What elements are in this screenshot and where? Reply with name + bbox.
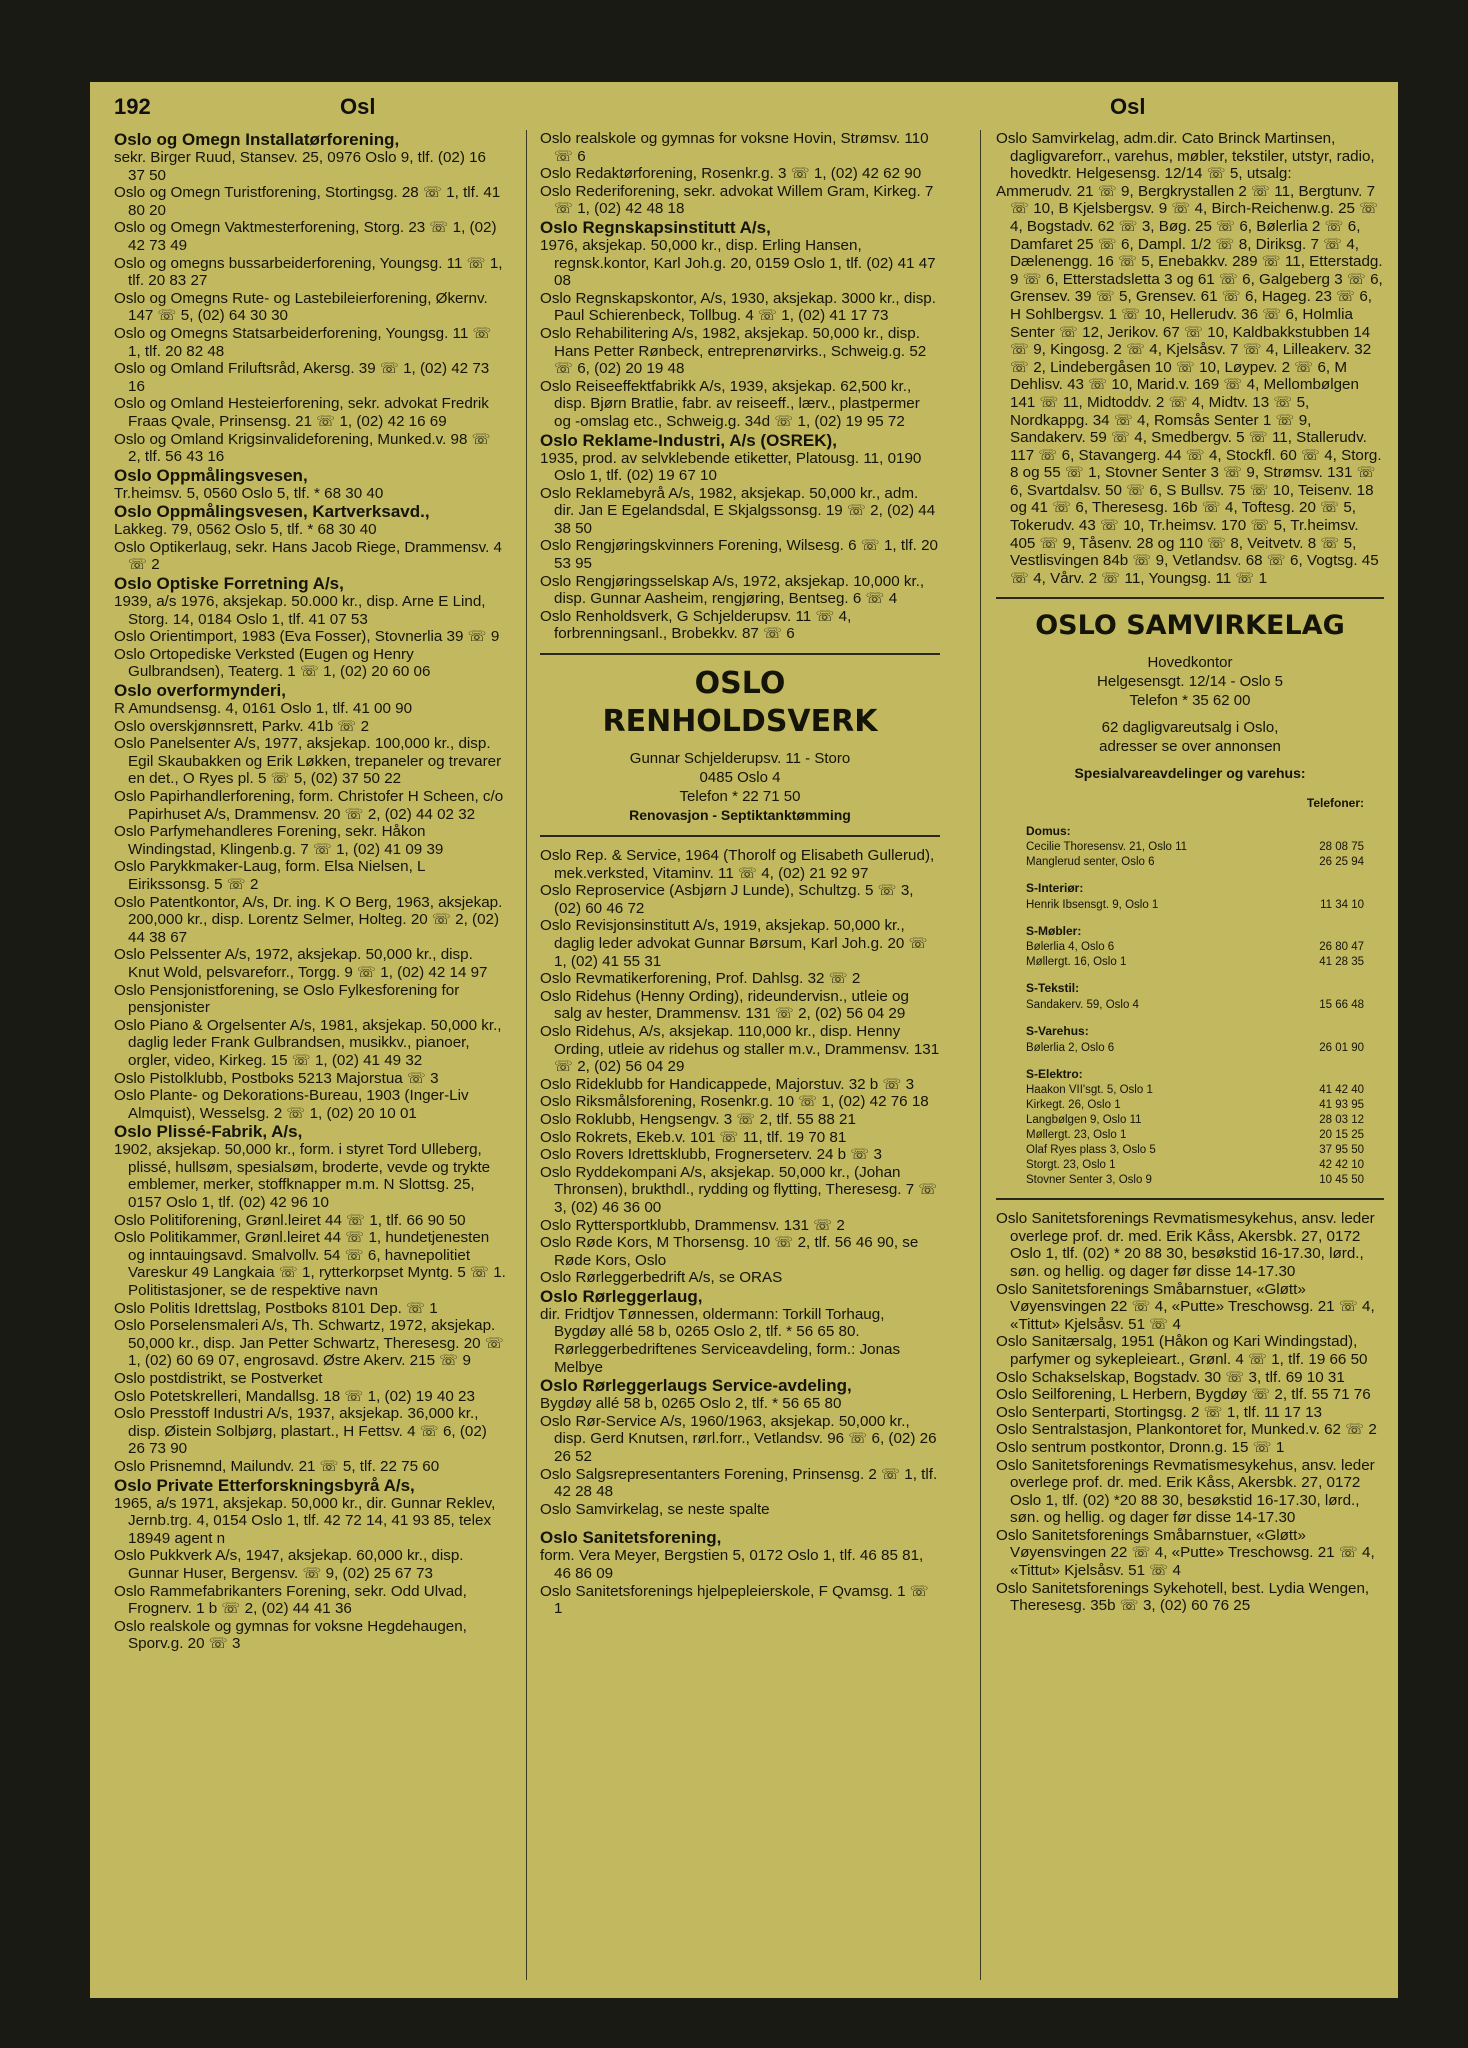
directory-entry: R Amundsensg. 4, 0161 Oslo 1, tlf. 41 00 90 [114, 700, 413, 718]
department-row [1026, 840, 1364, 855]
department-row [1026, 998, 1364, 1013]
department-name: S-Interiør: [1026, 881, 1084, 896]
samvirkelag-phone: Telefon * 35 62 00 [1129, 692, 1251, 710]
samvirkelag-special: Spesialvareavdelinger og varehus: [1074, 765, 1306, 782]
page-number: 192 [114, 94, 151, 119]
directory-entry: Oslo og Omegn Vaktmesterforening, Storg. 23 ☏ 1, (02) 42 73 49 [114, 219, 497, 254]
directory-entry: Oslo Roklubb, Hengsengv. 3 ☏ 2, tlf. 55 88 21 [540, 1110, 856, 1128]
directory-entry: Oslo Sanitetsforenings Småbarnstuer, «Gløtt» Vøyensvingen 22 ☏ 4, «Putte» Treschowsg. 21 ☏ 4, «Tittut» Kjelsåsv. 51 ☏ 4 [996, 1280, 1375, 1333]
directory-entry: Oslo realskole og gymnas for voksne Hegdehaugen, Sporv.g. 20 ☏ 3 [114, 1617, 467, 1653]
directory-entry: Oslo og Omegns Statsarbeiderforening, Youngsg. 11 ☏ 1, tlf. 20 82 48 [114, 324, 492, 360]
running-head-left: Osl [340, 94, 376, 119]
directory-entry: Oslo Pensjonistforening, se Oslo Fylkesforening for pensjonister [114, 981, 460, 1017]
directory-entry: Oslo Regnskapskontor, A/s, 1930, aksjekap. 3000 kr., disp. Paul Schierenbeck, Tollbug. 4 ☏ 1, (02) 41 17 73 [540, 289, 936, 325]
directory-entry: Oslo Presstoff Industri A/s, 1937, aksjekap. 36,000 kr., disp. Øistein Solbjørg, plastart., H Fettsv. 4 ☏ 6, (02) 26 73 90 [114, 1405, 487, 1458]
department-address: Langbølgen 9, Oslo 11 [1026, 1114, 1142, 1127]
directory-entry: Oslo Pelssenter A/s, 1972, aksjekap. 50,000 kr., disp. Knut Wold, pelsvareforr., Torgg. 9 ☏ 1, (02) 42 14 97 [114, 946, 488, 981]
departments [1026, 823, 1364, 1189]
department-address: Bølerlia 2, Oslo 6 [1026, 1041, 1115, 1054]
column-2 [540, 130, 940, 1618]
directory-entry: Oslo Samvirkelag, adm.dir. Cato Brinck Martinsen, dagligvareforr., varehus, møbler, tekstiler, utstyr, radio, hovedktr. Helgesensg. 12/14 ☏ 5, utsalg: [996, 130, 1375, 183]
directory-entry: Oslo Parykkmaker-Laug, form. Elsa Nielsen, L Eirikssonsg. 5 ☏ 2 [114, 858, 425, 893]
directory-entry: 1935, prod. av selvklebende etiketter, Platousg. 11, 0190 Oslo 1, tlf. (02) 19 67 10 [540, 449, 922, 485]
directory-entry: Oslo Panelsenter A/s, 1977, aksjekap. 100,000 kr., disp. Egil Skaubakken og Erik Løkken, trepaneler og trevarer en det., O Ryes pl. 5 ☏ 5, (02) 37 50 22 [114, 735, 502, 788]
directory-entry: Oslo Prisnemnd, Mailundv. 21 ☏ 5, tlf. 22 75 60 [114, 1457, 440, 1475]
directory-entry: Oslo Pistolklubb, Postboks 5213 Majorstua ☏ 3 [114, 1069, 439, 1087]
department-address: Stovner Senter 3, Oslo 9 [1026, 1174, 1152, 1187]
department-list [996, 795, 1384, 1188]
column-2-bottom [540, 847, 940, 1618]
ad-title-1: OSLO [694, 666, 786, 702]
department-phone: 26 01 90 [1319, 1041, 1364, 1054]
directory-entry: Oslo Rep. & Service, 1964 (Thorolf og Elisabeth Gullerud), mek.verksted, Vitaminv. 11 ☏ 4, (02) 21 92 97 [540, 847, 935, 882]
department-address: Møllergt. 16, Oslo 1 [1026, 956, 1127, 969]
directory-entry: Oslo Rørleggerbedrift A/s, se ORAS [540, 1269, 783, 1287]
directory-entry: 1939, a/s 1976, aksjekap. 50.000 kr., disp. Arne E Lind, Storg. 14, 0184 Oslo 1, tlf. 41 07 53 [114, 593, 486, 628]
running-head-right: Osl [1110, 94, 1146, 119]
directory-entry: Oslo Rokrets, Ekeb.v. 101 ☏ 11, tlf. 19 70 81 [540, 1128, 847, 1146]
directory-entry: Oslo og Omland Friluftsråd, Akersg. 39 ☏ 1, (02) 42 73 16 [114, 360, 490, 395]
directory-entry: Oslo Reklamebyrå A/s, 1982, aksjekap. 50,000 kr., adm. dir. Jan E Egelandsdal, E Skjalgssonsg. 19 ☏ 2, (02) 44 38 50 [540, 484, 936, 537]
directory-entry: Oslo Ryddekompani A/s, aksjekap. 50,000 kr., (Johan Thronsen), brukthdl., rydding og flytting, Theresesg. 7 ☏ 3, (02) 46 36 00 [540, 1163, 938, 1216]
column-divider [526, 130, 527, 1980]
department-row [1026, 1098, 1364, 1113]
directory-entry: Oslo Rengjøringsselskap A/s, 1972, aksjekap. 10,000 kr., disp. Gunnar Aasheim, rengjøring, Bentseg. 6 ☏ 4 [540, 572, 925, 608]
directory-entry: Oslo Samvirkelag, se neste spalte [540, 1500, 770, 1518]
ad-city: 0485 Oslo 4 [699, 769, 781, 787]
department-row [1026, 1113, 1364, 1128]
directory-entry: Oslo Patentkontor, A/s, Dr. ing. K O Berg, 1963, aksjekap. 200,000 kr., disp. Lorentz Selmer, Holteg. 20 ☏ 2, (02) 44 38 67 [114, 893, 503, 946]
directory-entry: Oslo Seilforening, L Herbern, Bygdøy ☏ 2, tlf. 55 71 76 [996, 1386, 1371, 1404]
ad-tagline: Renovasjon - Septiktanktømming [629, 807, 851, 824]
directory-entry: Ammerudv. 21 ☏ 9, Bergkrystallen 2 ☏ 11, Bergtunv. 7 ☏ 10, B Kjelsbergsv. 9 ☏ 4, Birch-Reichenw.g. 25 ☏ 4, Bogstadv. 62 ☏ 3, Bøg. 25 ☏ 6, Bølerlia 2 ☏ 6, Damfaret 25 ☏ 6, Dampl. 1/2 ☏ 8, Diriksg. 7 ☏ 4, Dælenengg. 16 ☏ 5, Enebakkv. 289 ☏ 11, Etterstadg. 9 ☏ 6, Etterstadsletta 3 og 61 ☏ 6, Galgeberg 3 ☏ 6, Grensev. 39 ☏ 5, Grensev. 61 ☏ 6, Hageg. 23 ☏ 6, H Sohlbergsv. 1 ☏ 10, Hellerudv. 36 ☏ 6, Holmlia Senter ☏ 12, Jerikov. 67 ☏ 10, Kaldbakkstubben 14 ☏ 9, Kingosg. 2 ☏ 4, Kjelsåsv. 7 ☏ 4, Lilleakerv. 32 ☏ 2, Lindebergåsen 10 ☏ 10, Løypev. 2 ☏ 6, M Dehlisv. 43 ☏ 10, Marid.v. 169 ☏ 4, Mellombølgen 141 ☏ 11, Midtoddv. 2 ☏ 4, Midtv. 13 ☏ 5, Nordkappg. 34 ☏ 4, Romsås Senter 1 ☏ 9, Sandakerv. 59 ☏ 4, Smedbergv. 5 ☏ 11, Stallerudv. 117 ☏ 6, Stavangerg. 44 ☏ 4, Stockfl. 60 ☏ 4, Storg. 8 og 55 ☏ 1, Stovner Senter 3 ☏ 9, Strømsv. 131 ☏ 6, Svartdalsv. 50 ☏ 6, S Bullsv. 75 ☏ 10, Teisenv. 18 og 41 ☏ 6, Theresesg. 16b ☏ 4, Toftesg. 20 ☏ 5, Tokerudv. 43 ☏ 10, Tr.heimsv. 170 ☏ 5, Tr.heimsv. 405 ☏ 9, Tåsenv. 28 og 110 ☏ 8, Veitvetv. 8 ☏ 5, Vestlisvingen 84b ☏ 9, Vetlandsv. 68 ☏ 6, Vogtsg. 45 ☏ 4, Vårv. 2 ☏ 11, Youngsg. 11 ☏ 1 [996, 182, 1383, 587]
department-row [1026, 855, 1364, 870]
directory-entry: Oslo Renholdsverk, G Schjelderupsv. 11 ☏ 4, forbrenningsanl., Brobekkv. 87 ☏ 6 [540, 607, 852, 643]
department-address: Kirkegt. 26, Oslo 1 [1026, 1099, 1121, 1112]
samvirkelag-stores-2: adresser se over annonsen [1099, 738, 1281, 756]
directory-entry: 1976, aksjekap. 50,000 kr., disp. Erling Hansen, regnsk.kontor, Karl Joh.g. 20, 0159 Oslo 1, tlf. (02) 41 47 08 [540, 236, 936, 290]
samvirkelag-ad [996, 597, 1384, 1200]
department-name: S-Møbler: [1026, 923, 1082, 938]
directory-entry: Oslo Sanitetsforenings Revmatismesykehus, ansv. leder overlege prof. dr. med. Erik Kåss, Akersbk. 27, 0172 Oslo 1, tlf. (02) *20 88 30, besøkstid 16-17.30, lørd., søn. og hellig. og dager før disse 14-17.30 [996, 1456, 1375, 1527]
department-phone: 41 93 95 [1319, 1099, 1364, 1112]
samvirkelag-title: OSLO SAMVIRKELAG [1035, 610, 1345, 642]
entry-heading: Oslo Rørleggerlaug, [540, 1286, 703, 1306]
directory-entry: 1902, aksjekap. 50,000 kr., form. i styret Tord Ulleberg, plissé, hullsøm, spesialsøm, broderte, vevde og trykte emblemer, merker, stoffknapper m.m. N Slottsg. 25, 0157 Oslo 1, tlf. (02) 42 96 10 [114, 1141, 491, 1212]
department-row [1026, 955, 1364, 970]
directory-entry: Oslo Sanitetsforenings hjelpepleierskole, F Qvamsg. 1 ☏ 1 [540, 1582, 929, 1618]
samvirkelag-office: Hovedkontor [1147, 654, 1233, 672]
department-address: Olaf Ryes plass 3, Oslo 5 [1026, 1144, 1156, 1157]
directory-entry: Oslo Salgsrepresentanters Forening, Prinsensg. 2 ☏ 1, tlf. 42 28 48 [540, 1465, 938, 1501]
entry-heading: Oslo Oppmålingsvesen, Kartverksavd., [114, 502, 430, 522]
department-row [1026, 1158, 1364, 1173]
entry-heading: Oslo Private Etterforskningsbyrå A/s, [114, 1475, 415, 1495]
department-phone: 20 15 25 [1319, 1129, 1364, 1142]
directory-entry: Oslo Ridehus, A/s, aksjekap. 110,000 kr., disp. Henny Ording, utleie av ridehus og staller m.v., Drammensv. 131 ☏ 2, (02) 56 04 29 [540, 1022, 940, 1076]
directory-entry: Lakkeg. 79, 0562 Oslo 5, tlf. * 68 30 40 [114, 521, 377, 539]
directory-entry: Oslo og Omegn Turistforening, Stortingsg. 28 ☏ 1, tlf. 41 80 20 [114, 184, 501, 219]
entry-heading: Oslo Oppmålingsvesen, [114, 465, 308, 485]
column-3-bottom [996, 1210, 1384, 1615]
department-address: Henrik Ibsensgt. 9, Oslo 1 [1026, 898, 1159, 911]
samvirkelag-stores-1: 62 dagligvareutsalg i Oslo, [1101, 719, 1279, 737]
entry-heading: Oslo Plissé-Fabrik, A/s, [114, 1122, 303, 1142]
directory-entry: Oslo Ryttersportklubb, Drammensv. 131 ☏ 2 [540, 1216, 845, 1234]
directory-entry: Oslo Rovers Idrettsklubb, Frognerseterv. 24 b ☏ 3 [540, 1146, 883, 1164]
department-name: Domus: [1026, 823, 1071, 838]
directory-entry: Oslo Sanitetsforenings Revmatismesykehus, ansv. leder overlege prof. dr. med. Erik Kåss, Akersbk. 27, 0172 Oslo 1, tlf. (02) * 20 88 30, besøkstid 16-17.30, lørd., søn. og hellig. og dager før disse 14-17.30 [996, 1210, 1375, 1280]
department-phone: 10 45 50 [1319, 1174, 1364, 1187]
directory-entry: Oslo og Omland Krigsinvalideforening, Munked.v. 98 ☏ 2, tlf. 56 43 16 [114, 430, 491, 466]
directory-entry: Oslo Politikammer, Grønl.leiret 44 ☏ 1, hundetjenesten og inntauingsavd. Smalvollv. 54 ☏ 6, havnepolitiet Vareskur 49 Langkaia ☏ 1, rytterkorpset Myntg. 5 ☏ 1. Politistasjoner, se de respektive navn [114, 1229, 506, 1300]
column-3-top [996, 130, 1384, 587]
renholdsverk-ad [540, 653, 940, 837]
directory-entry [540, 1518, 940, 1528]
directory-entry: Oslo realskole og gymnas for voksne Hovin, Strømsv. 110 ☏ 6 [540, 130, 929, 165]
entry-heading: Oslo Optiske Forretning A/s, [114, 574, 344, 594]
department-name: S-Tekstil: [1026, 981, 1080, 996]
department-row [1026, 1128, 1364, 1143]
department-row [1026, 1083, 1364, 1098]
department-address: Manglerud senter, Oslo 6 [1026, 856, 1155, 869]
directory-entry: Oslo Schakselskap, Bogstadv. 30 ☏ 3, tlf. 69 10 31 [996, 1368, 1345, 1386]
department-row [1026, 940, 1364, 955]
directory-entry: 1965, a/s 1971, aksjekap. 50,000 kr., dir. Gunnar Reklev, Jernb.trg. 4, 0154 Oslo 1, tlf. 42 72 14, 41 93 85, telex 18949 agent n [114, 1494, 496, 1547]
directory-entry: dir. Fridtjov Tønnessen, oldermann: Torkill Torhaug, Bygdøy allé 58 b, 0265 Oslo 2, tlf. * 56 65 80. Rørleggerbedriftenes Serviceavdeling, form.: Jonas Melbye [540, 1305, 901, 1376]
directory-entry: Oslo og Omegns Rute- og Lastebileierforening, Økernv. 147 ☏ 5, (02) 64 30 30 [114, 289, 488, 325]
department-phone: 37 95 50 [1319, 1144, 1364, 1157]
directory-entry: Oslo Plante- og Dekorations-Bureau, 1903 (Inger-Liv Almquist), Wesselsg. 2 ☏ 1, (02) 20 10 01 [114, 1087, 469, 1122]
samvirkelag-address: Helgesensgt. 12/14 - Oslo 5 [1097, 673, 1283, 691]
directory-entry: Oslo Reiseeffektfabrikk A/s, 1939, aksjekap. 62,500 kr., disp. Bjørn Bratlie, fabr. av reiseeff., lærv., plastpermer og -omslag etc., Schweig.g. 34d ☏ 1, (02) 19 95 72 [540, 377, 920, 430]
directory-entry: Oslo Pukkverk A/s, 1947, aksjekap. 60,000 kr., disp. Gunnar Huser, Bergensv. ☏ 9, (02) 25 67 73 [114, 1547, 464, 1582]
department-phone: 26 25 94 [1319, 856, 1364, 869]
directory-entry: Oslo Parfymehandleres Forening, sekr. Håkon Windingstad, Klingenb.g. 7 ☏ 1, (02) 41 09 39 [114, 823, 444, 858]
column-1 [114, 130, 506, 1653]
department-row [1026, 1041, 1364, 1056]
directory-entry: Oslo Sanitetsforenings Sykehotell, best. Lydia Wengen, Theresesg. 35b ☏ 3, (02) 60 76 25 [996, 1579, 1370, 1615]
department-row [1026, 1143, 1364, 1158]
department-address: Sandakerv. 59, Oslo 4 [1026, 999, 1139, 1011]
directory-entry: Oslo og Omland Hesteierforening, sekr. advokat Fredrik Fraas Qvale, Prinsensg. 21 ☏ 1, (02) 42 16 69 [114, 395, 489, 430]
department-phone: 28 03 12 [1319, 1114, 1364, 1127]
ad-title-2: RENHOLDSVERK [602, 704, 878, 740]
directory-entry: Oslo Røde Kors, M Thorsensg. 10 ☏ 2, tlf. 56 46 90, se Røde Kors, Oslo [540, 1234, 919, 1269]
entry-heading: Oslo overformynderi, [114, 681, 286, 701]
directory-entry: Oslo Orientimport, 1983 (Eva Fosser), Stovnerlia 39 ☏ 9 [114, 628, 500, 646]
department-name: S-Elektro: [1026, 1066, 1083, 1081]
department-row [1026, 1173, 1364, 1188]
department-phone: 15 66 48 [1319, 999, 1364, 1011]
directory-entry: Oslo Revisjonsinstitutt A/s, 1919, aksjekap. 50,000 kr., daglig leder advokat Gunnar Børsum, Karl Joh.g. 20 ☏ 1, (02) 41 55 31 [540, 917, 928, 970]
department-row [1026, 898, 1364, 913]
directory-entry: sekr. Birger Ruud, Stansev. 25, 0976 Oslo 9, tlf. (02) 16 37 50 [114, 149, 487, 184]
department-phone: 26 80 47 [1319, 941, 1364, 954]
department-phone: 41 28 35 [1319, 956, 1364, 969]
directory-entry: Oslo Ridehus (Henny Ording), rideundervisn., utleie og salg av hester, Drammensv. 131 ☏ 2, (02) 56 04 29 [540, 987, 909, 1023]
department-address: Storgt. 23, Oslo 1 [1026, 1159, 1116, 1172]
entry-heading: Oslo Rørleggerlaugs Service-avdeling, [540, 1376, 852, 1396]
directory-entry: Oslo Rederiforening, sekr. advokat Willem Gram, Kirkeg. 7 ☏ 1, (02) 42 48 18 [540, 182, 934, 218]
directory-entry: Oslo Senterparti, Stortingsg. 2 ☏ 1, tlf. 11 17 13 [996, 1403, 1323, 1421]
directory-entry: Oslo Politiforening, Grønl.leiret 44 ☏ 1, tlf. 66 90 50 [114, 1211, 466, 1229]
department-phone: 41 42 40 [1319, 1084, 1364, 1097]
directory-entry: Oslo Reproservice (Asbjørn J Lunde), Schultzg. 5 ☏ 3, (02) 60 46 72 [540, 882, 914, 917]
directory-entry: Oslo og omegns bussarbeiderforening, Youngsg. 11 ☏ 1, tlf. 20 83 27 [114, 254, 503, 290]
directory-entry: Oslo Rideklubb for Handicappede, Majorstuv. 32 b ☏ 3 [540, 1075, 915, 1093]
directory-entry: Oslo Optikerlaug, sekr. Hans Jacob Riege, Drammensv. 4 ☏ 2 [114, 538, 502, 574]
ad-address: Gunnar Schjelderupsv. 11 - Storo [629, 750, 851, 768]
directory-entry: Bygdøy allé 58 b, 0265 Oslo 2, tlf. * 56 65 80 [540, 1395, 842, 1413]
directory-entry: Oslo Rør-Service A/s, 1960/1963, aksjekap. 50,000 kr., disp. Gerd Knutsen, rørl.forr., Vetlandsv. 96 ☏ 6, (02) 26 26 52 [540, 1412, 937, 1466]
directory-entry: Oslo Sentralstasjon, Plankontoret for, Munked.v. 62 ☏ 2 [996, 1421, 1377, 1439]
directory-entry: Oslo Rammefabrikanters Forening, sekr. Odd Ulvad, Frognerv. 1 b ☏ 2, (02) 44 41 36 [114, 1582, 467, 1618]
directory-entry: Oslo Ortopediske Verksted (Eugen og Henry Gulbrandsen), Teaterg. 1 ☏ 1, (02) 20 60 06 [114, 645, 431, 681]
directory-entry: Oslo Porselensmaleri A/s, Th. Schwartz, 1972, aksjekap. 50,000 kr., disp. Jan Petter Schwartz, Theresesg. 20 ☏ 1, (02) 60 69 07, engrosavd. Østre Akerv. 215 ☏ 9 [114, 1317, 504, 1370]
directory-entry: Tr.heimsv. 5, 0560 Oslo 5, tlf. * 68 30 40 [114, 484, 384, 502]
directory-entry: Oslo Redaktørforening, Rosenkr.g. 3 ☏ 1, (02) 42 62 90 [540, 165, 922, 183]
directory-entry: Oslo Rengjøringskvinners Forening, Wilsesg. 6 ☏ 1, tlf. 20 53 95 [540, 537, 938, 573]
department-phone: 11 34 10 [1320, 898, 1364, 911]
entry-heading: Oslo Regnskapsinstitutt A/s, [540, 217, 771, 237]
department-phone: 28 08 75 [1319, 841, 1364, 854]
directory-page [90, 82, 1398, 1998]
department-address: Haakon VII'sgt. 5, Oslo 1 [1026, 1084, 1153, 1097]
entry-heading: Oslo Sanitetsforening, [540, 1528, 722, 1548]
department-address: Bølerlia 4, Oslo 6 [1026, 941, 1115, 954]
entry-heading: Oslo Reklame-Industri, A/s (OSREK), [540, 430, 837, 450]
directory-entry: Oslo Piano & Orgelsenter A/s, 1981, aksjekap. 50,000 kr., daglig leder Frank Gulbrandsen, musikkv., pianoer, orgler, video, Kirkeg. 15 ☏ 1, (02) 41 49 32 [114, 1016, 502, 1069]
department-address: Møllergt. 23, Oslo 1 [1026, 1129, 1127, 1142]
directory-entry: Oslo Potetskrelleri, Mandallsg. 18 ☏ 1, (02) 19 40 23 [114, 1387, 475, 1405]
directory-entry: Oslo postdistrikt, se Postverket [114, 1370, 323, 1387]
directory-entry: Oslo overskjønnsrett, Parkv. 41b ☏ 2 [114, 717, 370, 735]
column-2-top [540, 130, 940, 643]
phones-label: Telefoner: [1306, 796, 1364, 811]
directory-entry: Oslo Riksmålsforening, Rosenkr.g. 10 ☏ 1, (02) 42 76 18 [540, 1093, 929, 1111]
directory-entry: Oslo Politis Idrettslag, Postboks 8101 Dep. ☏ 1 [114, 1299, 438, 1317]
directory-entry: Oslo Sanitærsalg, 1951 (Håkon og Kari Windingstad), parfymer og sykepleieart., Grønl. 4 ☏ 1, tlf. 19 66 50 [996, 1333, 1368, 1368]
directory-entry: Oslo Sanitetsforenings Småbarnstuer, «Gløtt» Vøyensvingen 22 ☏ 4, «Putte» Treschowsg. 21 ☏ 4, «Tittut» Kjelsåsv. 51 ☏ 4 [996, 1526, 1375, 1580]
department-name: S-Varehus: [1026, 1024, 1089, 1038]
column-3 [996, 130, 1384, 1615]
department-address: Cecilie Thoresensv. 21, Oslo 11 [1026, 841, 1188, 854]
directory-entry: Oslo sentrum postkontor, Dronn.g. 15 ☏ 1 [996, 1438, 1285, 1456]
directory-entry: Oslo Revmatikerforening, Prof. Dahlsg. 32 ☏ 2 [540, 970, 861, 988]
department-phone: 42 42 10 [1319, 1159, 1364, 1172]
directory-entry: Oslo Papirhandlerforening, form. Christofer H Scheen, c/o Papirhuset A/s, Drammensv. 20 ☏ 2, (02) 44 02 32 [114, 788, 504, 823]
entry-heading: Oslo og Omegn Installatørforening, [114, 130, 400, 149]
ad-phone: Telefon * 22 71 50 [679, 788, 801, 806]
directory-entry: Oslo Rehabilitering A/s, 1982, aksjekap. 50,000 kr., disp. Hans Petter Rønbeck, entreprenørvirks., Schweig.g. 52 ☏ 6, (02) 20 19 48 [540, 324, 927, 378]
directory-entry: form. Vera Meyer, Bergstien 5, 0172 Oslo 1, tlf. 46 85 81, 46 86 09 [540, 1547, 924, 1582]
column-divider [980, 130, 981, 1980]
